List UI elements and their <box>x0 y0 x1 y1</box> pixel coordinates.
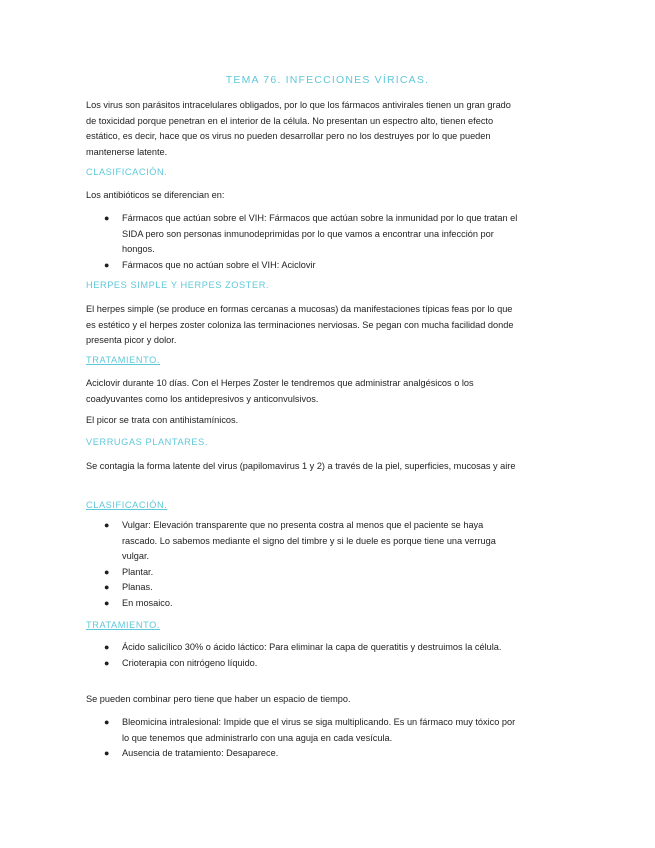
list-item: ● En mosaico. <box>100 596 518 612</box>
bullet-icon: ● <box>104 520 110 530</box>
heading-tratamiento-2: TRATAMIENTO. <box>86 620 161 630</box>
heading-verrugas: VERRUGAS PLANTARES. <box>86 437 209 447</box>
heading-herpes: HERPES SIMPLE Y HERPES ZOSTER. <box>86 280 270 290</box>
list-item: ● Ausencia de tratamiento: Desaparece. <box>100 746 518 762</box>
heading-tratamiento-1: TRATAMIENTO. <box>86 355 161 365</box>
bullet-icon: ● <box>104 582 110 593</box>
bullet-icon: ● <box>104 642 110 652</box>
verrugas-paragraph: Se contagia la forma latente del virus (papilomavirus 1 y 2) a través de la piel, superficies, mucosas y aire <box>86 461 516 471</box>
tratamiento-list-2 <box>100 715 518 762</box>
page-title: TEMA 76. INFECCIONES VÍRICAS. <box>225 74 430 86</box>
list-item: ● Vulgar: Elevación transparente que no presenta costra al menos que el paciente se haya rascado. Lo sabemos mediante el signo del timbre y si le duele es porque tiene una verruga vulgar. <box>104 520 496 562</box>
clasificacion-text: Los antibióticos se diferencian en: <box>86 190 225 200</box>
clasificacion-list <box>100 211 518 273</box>
heading-clasificacion-1: CLASIFICACIÓN. <box>86 167 168 177</box>
herpes-paragraph: El herpes simple (se produce en formas cercanas a mucosas) da manifestaciones típicas feas por lo que es estético y el herpes zoster coloniza las terminaciones nerviosas. Se pegan con mucha facilidad donde presenta picor y dolor. <box>86 304 514 346</box>
bullet-icon: ● <box>104 597 110 608</box>
bullet-icon: ● <box>104 213 110 223</box>
list-item: ● Fármacos que actúan sobre el VIH: Fármacos que actúan sobre la inmunidad por lo que tratan el SIDA pero son personas inmunodeprimidas por lo que vamos a encontrar una infección por hongos. <box>104 213 518 255</box>
verrugas-clasificacion-list <box>100 518 518 612</box>
bullet-icon: ● <box>104 748 110 759</box>
combinar-paragraph: Se pueden combinar pero tiene que haber un espacio de tiempo. <box>86 694 351 704</box>
bullet-icon: ● <box>104 657 110 668</box>
tratamiento-paragraph-2: El picor se trata con antihistamínicos. <box>86 415 239 425</box>
list-item: ● Ácido salicílico 30% o ácido láctico: Para eliminar la capa de queratitis y destruimos la célula. <box>100 640 518 656</box>
list-item: ● Fármacos que no actúan sobre el VIH: Aciclovir <box>100 258 518 274</box>
intro-paragraph: Los virus son parásitos intracelulares obligados, por lo que los fármacos antivirales tienen un gran grado de toxicidad porque penetran en el interior de la célula. No presentan un espectro alto, tienen efecto estático, es decir, hace que os virus no pueden desarrollar pero no los destruyes por lo que pueden mantenerse latente. <box>86 100 511 157</box>
list-item: ● Planas. <box>100 580 518 596</box>
bullet-icon: ● <box>104 717 110 727</box>
heading-clasificacion-2: CLASIFICACIÓN. <box>86 500 168 510</box>
list-item: ● Bleomicina intralesional: Impide que el virus se siga multiplicando. Es un fármaco muy tóxico por lo que tenemos que administrarlo con una aguja en cada vesícula. <box>104 717 516 743</box>
tratamiento-paragraph-1: Aciclovir durante 10 días. Con el Herpes Zoster le tendremos que administrar analgésicos o los coadyuvantes como los antidepresivos y anticonvulsivos. <box>86 378 474 404</box>
tratamiento-list <box>100 640 518 671</box>
bullet-icon: ● <box>104 259 110 270</box>
list-item: ● Plantar. <box>100 565 518 581</box>
bullet-icon: ● <box>104 566 110 577</box>
list-item: ● Crioterapia con nitrógeno líquido. <box>100 656 518 672</box>
